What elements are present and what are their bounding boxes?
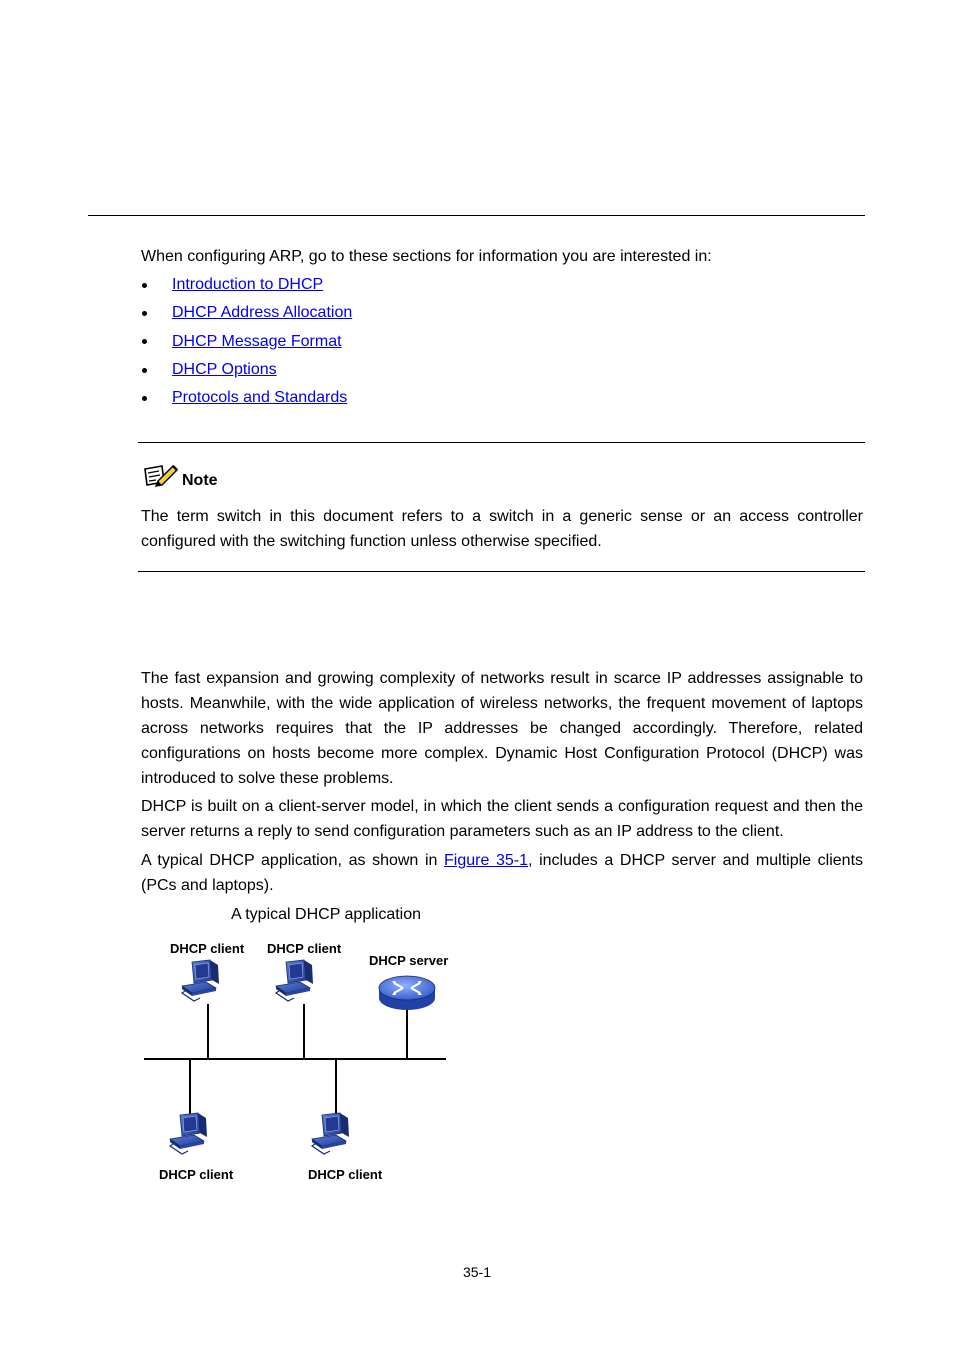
bullet-icon [142, 396, 147, 401]
note-text: The term switch in this document refers to a switch in a generic sense or an access controller configured with the switching function unless otherwise specified. [141, 508, 863, 550]
pc-icon-top-left [182, 960, 219, 1001]
bullet-icon [142, 339, 147, 344]
page-number: 35-1 [462, 1264, 492, 1280]
label-client-top-left: DHCP client [170, 941, 245, 956]
bullet-icon [142, 283, 147, 288]
paragraph-client-server-model: DHCP is built on a client-server model, in which the client sends a configuration request and then the server returns a reply to send configuration parameters such as an IP address to the client. [141, 798, 863, 840]
link-dhcp-message-format[interactable]: DHCP Message Format [172, 332, 342, 350]
paragraph-text-start: A typical DHCP application, as shown in [141, 852, 445, 869]
list-item [141, 384, 352, 412]
note-pencil-icon [142, 461, 180, 491]
figure-caption: A typical DHCP application [231, 906, 422, 923]
dhcp-network-diagram [130, 930, 460, 1200]
label-client-top-mid: DHCP client [267, 941, 342, 956]
list-item [141, 328, 352, 356]
figure-reference-link[interactable]: Figure 35-1 [444, 852, 529, 869]
bullet-icon [142, 311, 147, 316]
link-dhcp-options[interactable]: DHCP Options [172, 361, 277, 379]
section-link-list [141, 271, 352, 412]
list-item [141, 299, 352, 327]
paragraph-dhcp-motivation: The fast expansion and growing complexity of networks result in scarce IP addresses assignable to hosts. Meanwhile, with the wide application of wireless networks, the frequent movement of laptops across networks requires that the IP addresses be changed accordingly. Therefore, related configurations on hosts become more complex. Dynamic Host Configuration Protocol (DHCP) was introduced to solve these problems. [141, 670, 863, 787]
link-introduction-to-dhcp[interactable]: Introduction to DHCP [172, 276, 324, 294]
header-rule [88, 215, 865, 216]
list-item [141, 271, 352, 299]
link-dhcp-address-allocation[interactable]: DHCP Address Allocation [172, 304, 353, 322]
note-label: Note [182, 472, 218, 489]
pc-icon-bottom-right [312, 1113, 349, 1154]
pc-icon-bottom-left [170, 1113, 207, 1154]
paragraph-text-end: , includes a DHCP server and multiple clients (PCs and laptops). [141, 852, 864, 894]
list-item [141, 356, 352, 384]
link-protocols-and-standards[interactable]: Protocols and Standards [172, 389, 348, 407]
label-client-bottom-right: DHCP client [308, 1167, 383, 1182]
pc-icon-top-mid [276, 960, 313, 1001]
label-server: DHCP server [369, 953, 449, 968]
intro-lead: When configuring ARP, go to these sections for information you are interested in: [141, 248, 712, 265]
bullet-icon [142, 368, 147, 373]
note-top-rule [138, 442, 865, 443]
label-client-bottom-left: DHCP client [159, 1167, 234, 1182]
note-bottom-rule [138, 571, 865, 572]
paragraph-typical-application [141, 848, 863, 898]
server-router-icon [379, 976, 435, 1010]
